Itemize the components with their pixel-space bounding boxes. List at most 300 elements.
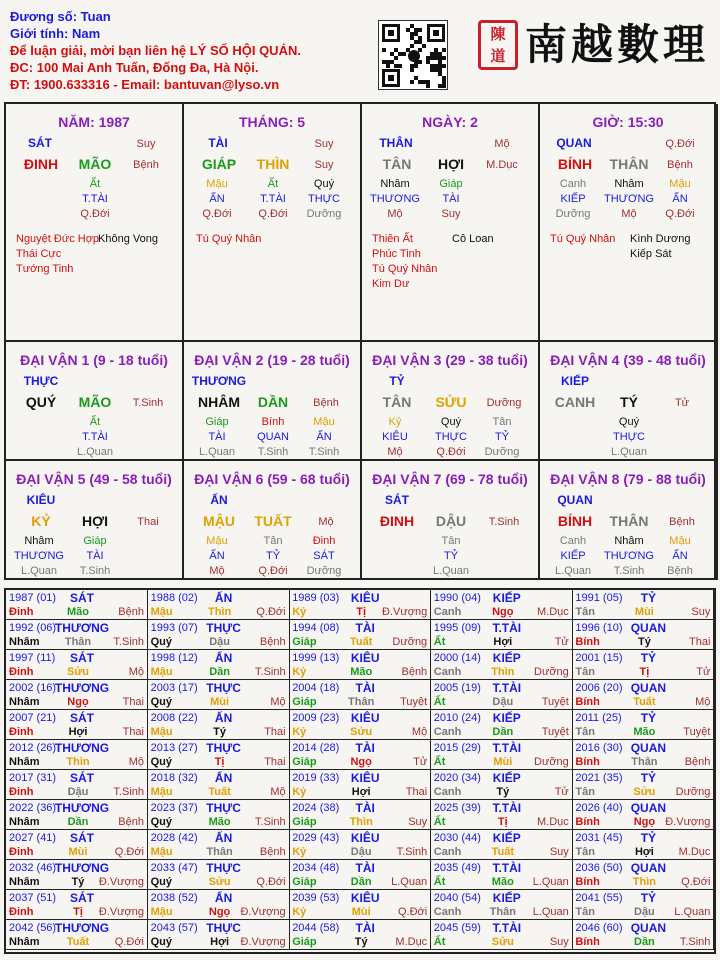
year-cell	[431, 650, 573, 680]
year-cell	[289, 650, 431, 680]
year-ten-god: QUAN	[630, 801, 667, 815]
hidden-stage: L.Quan	[610, 446, 648, 458]
year-label: 2003 (17)	[150, 682, 198, 694]
year-branch: Mão	[67, 606, 89, 618]
phone-email-line: ĐT: 1900.633316 - Email: bantuvan@lyso.vn	[10, 77, 280, 92]
heavenly-stem: GIÁP	[201, 156, 237, 172]
year-ten-god: ẤN	[214, 711, 233, 725]
year-ten-god: T.TÀI	[492, 861, 522, 875]
hidden-ten-god: T.TÀI	[260, 193, 286, 205]
year-branch: Tị	[214, 756, 225, 768]
earthly-branch: DẬU	[435, 513, 467, 529]
year-label: 2021 (35)	[575, 772, 623, 784]
year-label: 2034 (48)	[292, 862, 340, 874]
owner-name: Đương số: Tuan	[10, 9, 111, 24]
hidden-stem: Ất	[267, 178, 279, 190]
hidden-stage: L.Quan	[76, 446, 114, 458]
cycle-ten-god: ẤN	[210, 493, 228, 507]
pillar-stage: Mộ	[494, 138, 510, 150]
year-branch: Mùi	[210, 696, 230, 708]
earthly-branch: THÂN	[609, 156, 649, 172]
year-stage: Dưỡng	[534, 756, 569, 768]
year-stem: Kỷ	[292, 846, 307, 858]
year-cell	[431, 860, 573, 890]
year-label: 1993 (07)	[150, 622, 198, 634]
hidden-stem: Nhâm	[24, 535, 54, 547]
year-stem: Nhâm	[9, 816, 40, 828]
year-branch: Mùi	[493, 756, 513, 768]
year-stem: Bính	[575, 936, 600, 948]
year-ten-god: TỶ	[640, 771, 657, 785]
year-stage: Mộ	[411, 726, 428, 738]
auxiliary-star: Phúc Tinh	[372, 248, 421, 260]
year-cell	[431, 800, 573, 830]
year-stage: Q.Đới	[681, 876, 711, 888]
year-ten-god: KIÊU	[350, 651, 380, 665]
hidden-stem: Kỷ	[388, 416, 402, 428]
year-cell	[289, 860, 431, 890]
year-ten-god: KIẾP	[492, 771, 521, 785]
year-stage: T.Sinh	[396, 846, 428, 858]
year-stem: Tân	[575, 606, 595, 618]
year-branch: Thìn	[491, 666, 515, 678]
cycle-ten-god: THƯƠNG	[191, 374, 247, 388]
year-cell	[572, 740, 714, 770]
pillar-cell	[362, 104, 540, 342]
hidden-ten-god: THƯƠNG	[604, 550, 654, 562]
year-ten-god: TÀI	[355, 861, 375, 875]
year-cell	[6, 680, 148, 710]
year-stage: Tuyệt	[541, 726, 569, 738]
hidden-stem: Quý	[440, 416, 462, 428]
hidden-stage: Q.Đới	[202, 208, 232, 220]
year-branch: Hợi	[493, 636, 513, 648]
qr-code[interactable]	[378, 20, 448, 90]
year-cell	[572, 770, 714, 800]
luck-cycle-cell	[6, 461, 184, 580]
year-branch: Mão	[350, 666, 373, 678]
year-stage: Thai	[264, 726, 286, 738]
year-cell	[289, 710, 431, 740]
year-ten-god: THỰC	[206, 741, 241, 755]
year-stage: L.Quan	[532, 876, 569, 888]
hidden-stage: T.Sinh	[613, 565, 645, 577]
hidden-ten-god: SÁT	[313, 550, 335, 562]
year-stage: M.Dục	[537, 816, 569, 828]
year-label: 2006 (20)	[575, 682, 623, 694]
cycle-ten-god: KIÊU	[26, 493, 56, 507]
pillar-stage: Q.Đới	[665, 138, 695, 150]
year-branch: Dần	[634, 936, 655, 948]
hidden-stage: Q.Đới	[436, 446, 466, 458]
year-stem: Mậu	[150, 906, 173, 918]
year-label: 2032 (46)	[9, 862, 57, 874]
year-label: 2040 (54)	[433, 892, 481, 904]
year-ten-god: THƯƠNG	[54, 861, 110, 875]
year-cell	[431, 770, 573, 800]
year-stem: Ất	[433, 756, 446, 768]
annual-luck-table	[4, 588, 716, 954]
year-branch: Thân	[64, 636, 92, 648]
hidden-stem: Tân	[441, 535, 461, 547]
earthly-branch: THÌN	[256, 156, 290, 172]
year-ten-god: QUAN	[630, 861, 667, 875]
hidden-stem: Mậu	[206, 535, 228, 547]
cycle-stage: Tử	[674, 397, 690, 409]
earthly-branch: TUẤT	[254, 513, 292, 529]
year-label: 2025 (39)	[433, 802, 481, 814]
year-branch: Hợi	[351, 786, 371, 798]
cycle-ten-god: THỰC	[23, 374, 59, 388]
year-stem: Đinh	[9, 906, 34, 918]
year-label: 1999 (13)	[292, 652, 340, 664]
year-label: 2031 (45)	[575, 832, 623, 844]
pillar-cell	[540, 104, 718, 342]
year-label: 2042 (56)	[9, 922, 57, 934]
year-branch: Thìn	[207, 606, 232, 618]
heavenly-stem: NHÂM	[198, 394, 240, 410]
year-stem: Bính	[575, 876, 600, 888]
hidden-ten-god: TỶ	[265, 550, 281, 562]
pillar-ten-god: THÂN	[379, 136, 413, 150]
earthly-branch: DẦN	[257, 394, 289, 410]
year-stage: Thai	[122, 726, 144, 738]
hidden-ten-god: ẤN	[672, 193, 688, 205]
year-stage: Thai	[688, 636, 711, 648]
year-ten-god: QUAN	[630, 741, 667, 755]
year-cell	[6, 860, 148, 890]
cycle-stage: Mộ	[318, 516, 334, 528]
year-stage: Bệnh	[259, 846, 286, 858]
cycle-stage: Bệnh	[313, 397, 339, 409]
year-label: 2000 (14)	[433, 652, 481, 664]
year-cell	[572, 860, 714, 890]
year-stem: Giáp	[292, 816, 317, 828]
heavenly-stem: QUÝ	[25, 394, 57, 410]
year-label: 2039 (53)	[292, 892, 340, 904]
year-stage: Q.Đới	[114, 846, 144, 858]
year-ten-god: SÁT	[70, 831, 94, 845]
year-cell	[431, 590, 573, 620]
red-seal-logo: 陳 道	[478, 20, 518, 70]
year-ten-god: SÁT	[70, 711, 94, 725]
year-cell	[572, 590, 714, 620]
year-branch: Dậu	[209, 636, 230, 648]
year-stem: Kỷ	[292, 726, 307, 738]
year-ten-god: QUAN	[630, 621, 667, 635]
year-stem: Kỷ	[292, 666, 307, 678]
hidden-ten-god: KIẾP	[560, 193, 586, 205]
year-stem: Quý	[150, 876, 172, 888]
hidden-stage: Mộ	[209, 565, 225, 577]
hidden-stem: Đinh	[312, 535, 336, 547]
year-label: 2018 (32)	[150, 772, 198, 784]
year-ten-god: THƯƠNG	[54, 681, 110, 695]
year-branch: Tị	[639, 666, 650, 678]
hidden-stem: Quý	[313, 178, 335, 190]
heavenly-stem: ĐINH	[23, 156, 59, 172]
year-branch: Tý	[496, 786, 510, 798]
year-label: 2001 (15)	[575, 652, 623, 664]
earthly-branch: MÃO	[78, 394, 112, 410]
hidden-ten-god: T.TÀI	[82, 193, 108, 205]
year-cell	[289, 590, 431, 620]
year-stem: Nhâm	[9, 936, 40, 948]
year-ten-god: KIÊU	[350, 831, 380, 845]
hidden-stage: L.Quan	[432, 565, 470, 577]
luck-cycle-title: ĐẠI VẬN 8 (79 - 88 tuổi)	[550, 471, 706, 487]
year-stem: Quý	[150, 696, 172, 708]
year-ten-god: ẤN	[214, 591, 233, 605]
year-cell	[572, 710, 714, 740]
hidden-stage: Q.Đới	[258, 208, 288, 220]
year-stem: Ất	[433, 876, 446, 888]
pillar-ten-god: QUAN	[556, 136, 592, 150]
auxiliary-star: Không Vong	[98, 233, 158, 245]
year-stem: Giáp	[292, 696, 317, 708]
auxiliary-star: Thiên Ất	[372, 233, 413, 245]
year-branch: Dậu	[350, 846, 372, 858]
year-label: 2014 (28)	[292, 742, 340, 754]
year-label: 2005 (19)	[433, 682, 481, 694]
year-cell	[431, 890, 573, 920]
auxiliary-star: Tú Quý Nhân	[196, 233, 262, 245]
luck-cycle-title: ĐẠI VẬN 2 (19 - 28 tuổi)	[194, 352, 350, 368]
year-branch: Tị	[356, 606, 367, 618]
year-stage: M.Dục	[395, 936, 428, 948]
year-stage: Tử	[554, 636, 569, 648]
hidden-ten-god: TÀI	[208, 431, 226, 443]
cycle-ten-god: TỶ	[389, 374, 405, 388]
year-stage: L.Quan	[532, 906, 569, 918]
hidden-stem: Mậu	[206, 178, 228, 190]
year-stem: Giáp	[292, 876, 317, 888]
pillar-stage: Suy	[314, 159, 334, 171]
year-label: 2026 (40)	[575, 802, 623, 814]
year-ten-god: THỰC	[206, 681, 241, 695]
hidden-ten-god: KIẾP	[560, 550, 586, 562]
year-branch: Thìn	[66, 756, 90, 768]
year-stage: Bệnh	[118, 606, 144, 618]
earthly-branch: MÃO	[78, 156, 112, 172]
year-label: 2009 (23)	[292, 712, 340, 724]
year-stem: Canh	[433, 906, 462, 918]
year-ten-god: THƯƠNG	[54, 921, 110, 935]
year-label: 2024 (38)	[292, 802, 340, 814]
year-ten-god: ẤN	[214, 771, 233, 785]
hidden-ten-god: T.TÀI	[82, 431, 108, 443]
year-cell	[6, 830, 148, 860]
hidden-stem: Mậu	[313, 416, 335, 428]
year-stem: Canh	[433, 786, 462, 798]
year-ten-god: TỶ	[640, 711, 657, 725]
hidden-ten-god: THƯƠNG	[604, 193, 654, 205]
heavenly-stem: TÂN	[382, 156, 412, 172]
year-ten-god: T.TÀI	[492, 921, 522, 935]
year-label: 2046 (60)	[575, 922, 623, 934]
hidden-stage: Q.Đới	[665, 208, 695, 220]
pillar-stage: Suy	[314, 138, 334, 150]
auxiliary-star: Thái Cực	[16, 248, 62, 260]
year-stem: Quý	[150, 636, 172, 648]
hidden-stem: Nhâm	[380, 178, 410, 190]
year-ten-god: ẤN	[214, 891, 233, 905]
earthly-branch: TÝ	[620, 394, 638, 410]
year-stage: Tử	[554, 786, 569, 798]
year-branch: Ngọ	[67, 696, 89, 708]
year-stage: T.Sinh	[113, 786, 144, 798]
year-branch: Dần	[67, 816, 89, 828]
year-stem: Mậu	[150, 666, 173, 678]
heavenly-stem: KỶ	[31, 513, 51, 529]
hidden-ten-god: ẤN	[672, 550, 688, 562]
year-stem: Quý	[150, 936, 172, 948]
luck-cycle-cell	[362, 342, 540, 461]
year-stage: Thai	[264, 756, 286, 768]
hidden-stem: Nhâm	[614, 535, 644, 547]
owner-info	[10, 8, 301, 93]
year-label: 2011 (25)	[575, 712, 622, 724]
year-ten-god: SÁT	[70, 891, 94, 905]
hidden-ten-god: ẤN	[209, 550, 225, 562]
year-ten-god: THỰC	[206, 621, 241, 635]
year-stage: Đ.Vượng	[240, 936, 286, 948]
year-label: 2017 (31)	[9, 772, 57, 784]
year-branch: Tý	[71, 876, 85, 888]
year-label: 1992 (06)	[9, 622, 57, 634]
pillar-chart	[4, 102, 716, 580]
year-stem: Canh	[433, 606, 462, 618]
year-cell	[572, 920, 714, 950]
year-branch: Dần	[492, 726, 514, 738]
year-stage: Dưỡng	[392, 636, 428, 648]
year-cell	[6, 650, 148, 680]
year-label: 2043 (57)	[150, 922, 198, 934]
year-stem: Đinh	[9, 846, 34, 858]
year-stage: Mộ	[128, 666, 144, 678]
year-branch: Tị	[73, 906, 83, 918]
year-cell	[431, 620, 573, 650]
year-ten-god: T.TÀI	[492, 801, 522, 815]
hidden-stem: Mậu	[669, 178, 691, 190]
luck-cycle-title: ĐẠI VẬN 3 (29 - 38 tuổi)	[372, 352, 528, 368]
calligraphy-logo: 南越數理	[525, 20, 710, 69]
year-stage: Suy	[691, 606, 711, 618]
year-branch: Mão	[208, 816, 231, 828]
hidden-stage: Mộ	[387, 446, 403, 458]
year-ten-god: ẤN	[214, 831, 233, 845]
hidden-ten-god: THỰC	[307, 193, 341, 205]
year-cell	[6, 740, 148, 770]
hidden-stage: L.Quan	[554, 565, 592, 577]
pillar-ten-god: SÁT	[28, 136, 52, 150]
year-ten-god: KIÊU	[350, 591, 380, 605]
year-stem: Đinh	[9, 666, 34, 678]
luck-cycle-cell	[184, 461, 362, 580]
year-ten-god: ẤN	[214, 651, 233, 665]
year-label: 2037 (51)	[9, 892, 57, 904]
hidden-stem: Ất	[89, 416, 101, 428]
year-ten-god: TÀI	[355, 921, 375, 935]
year-branch: Ngọ	[492, 606, 514, 618]
hidden-stage: Dưỡng	[306, 565, 342, 577]
hidden-stem: Quý	[618, 416, 640, 428]
hidden-stage: T.Sinh	[308, 446, 340, 458]
hidden-stage: L.Quan	[20, 565, 58, 577]
year-stem: Quý	[150, 816, 172, 828]
cycle-ten-god: QUAN	[557, 493, 593, 507]
year-branch: Tuất	[633, 696, 656, 708]
auxiliary-star: Tú Quý Nhân	[372, 263, 438, 275]
year-label: 1998 (12)	[150, 652, 198, 664]
year-label: 2012 (26)	[9, 742, 57, 754]
year-cell	[148, 770, 290, 800]
cycle-ten-god: SÁT	[385, 493, 409, 507]
hidden-stage: T.Sinh	[79, 565, 111, 577]
year-stem: Tân	[575, 906, 595, 918]
hidden-stage: L.Quan	[198, 446, 236, 458]
year-branch: Dậu	[67, 786, 89, 798]
year-label: 2008 (22)	[150, 712, 198, 724]
year-cell	[148, 860, 290, 890]
year-cell	[572, 650, 714, 680]
year-ten-god: TÀI	[355, 681, 375, 695]
year-branch: Thìn	[632, 876, 656, 888]
pillar-title: GIỜ: 15:30	[592, 114, 664, 130]
pillar-cell	[184, 104, 362, 342]
year-stage: Tuyệt	[683, 726, 711, 738]
year-label: 1996 (10)	[575, 622, 623, 634]
hidden-stem: Ất	[89, 178, 101, 190]
year-ten-god: KIÊU	[350, 891, 380, 905]
pillar-stage: Suy	[136, 138, 156, 150]
year-branch: Mùi	[351, 906, 371, 918]
year-label: 2013 (27)	[150, 742, 198, 754]
year-cell	[431, 830, 573, 860]
year-ten-god: KIẾP	[492, 831, 521, 845]
year-cell	[148, 920, 290, 950]
year-branch: Mùi	[634, 606, 654, 618]
earthly-branch: HỢI	[438, 156, 464, 172]
year-ten-god: TÀI	[355, 741, 375, 755]
year-label: 2035 (49)	[433, 862, 481, 874]
year-stem: Mậu	[150, 606, 173, 618]
year-branch: Thân	[206, 846, 233, 858]
pillar-ten-god: TÀI	[208, 136, 228, 150]
luck-cycle-title: ĐẠI VẬN 7 (69 - 78 tuổi)	[372, 471, 528, 487]
year-label: 2019 (33)	[292, 772, 340, 784]
year-label: 2033 (47)	[150, 862, 198, 874]
year-label: 2004 (18)	[292, 682, 340, 694]
year-branch: Tuất	[208, 786, 231, 798]
cycle-stage: T.Sinh	[132, 397, 164, 409]
year-branch: Tuất	[349, 636, 373, 648]
year-stem: Giáp	[292, 756, 317, 768]
year-stage: Đ.Vượng	[98, 906, 144, 918]
year-stem: Ất	[433, 636, 446, 648]
year-branch: Sửu	[633, 786, 656, 798]
year-label: 1991 (05)	[575, 592, 623, 604]
year-stage: Suy	[549, 846, 569, 858]
year-ten-god: T.TÀI	[492, 681, 522, 695]
year-ten-god: SÁT	[70, 591, 94, 605]
hidden-stem: Giáp	[439, 178, 463, 190]
year-stage: Mộ	[695, 696, 711, 708]
year-branch: Tuất	[491, 846, 514, 858]
year-stage: Tử	[696, 666, 711, 678]
hidden-ten-god: THỰC	[612, 431, 646, 443]
year-stage: Tuyệt	[400, 696, 428, 708]
